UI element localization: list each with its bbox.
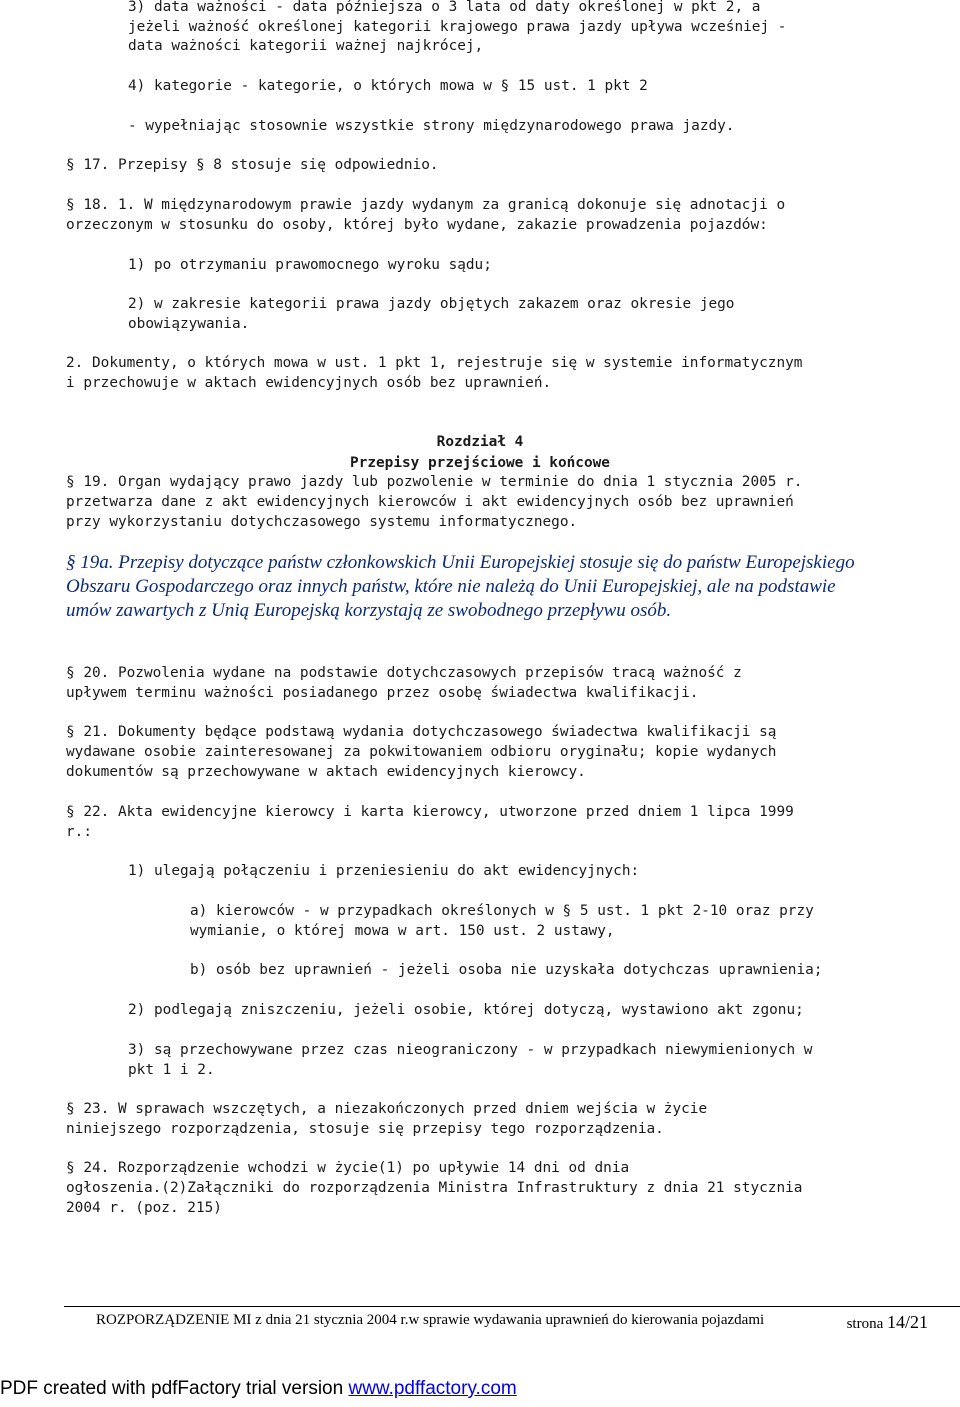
text-line: 4) kategorie - kategorie, o których mowa w § 15 ust. 1 pkt 2	[128, 78, 648, 94]
paragraph-18: § 18. 1. W międzynarodowym prawie jazdy wydanym za granicą dokonuje się adnotacji o	[66, 197, 786, 213]
text-line: orzeczonym w stosunku do osoby, której było wydane, zakazie prowadzenia pojazdów:	[66, 217, 768, 233]
text-line: umów zawartych z Unią Europejską korzystają ze swobodnego przepływu osób.	[66, 600, 672, 621]
paragraph-23: § 23. W sprawach wszczętych, a niezakończonych przed dniem wejścia w życie	[66, 1101, 708, 1117]
chapter-title: Przepisy przejściowe i końcowe	[350, 455, 610, 471]
text-line: 3) są przechowywane przez czas nieograniczony - w przypadkach niewymienionych w	[128, 1042, 813, 1058]
text-line: 3) data ważności - data późniejsza o 3 lata od daty określonej w pkt 2, a	[128, 0, 761, 15]
text-line: - wypełniając stosownie wszystkie strony międzynarodowego prawa jazdy.	[128, 118, 735, 134]
text-line: ogłoszenia.(2)Załączniki do rozporządzenia Ministra Infrastruktury z dnia 21 stycznia	[66, 1180, 803, 1196]
paragraph-20: § 20. Pozwolenia wydane na podstawie dotychczasowych przepisów tracą ważność z	[66, 665, 742, 681]
banner-text: PDF created with pdfFactory trial version	[0, 1378, 349, 1399]
text-line: upływem terminu ważności posiadanego przez osobę świadectwa kwalifikacji.	[66, 685, 699, 701]
text-line: wymianie, o której mowa w art. 150 ust. 2 ustawy,	[190, 923, 615, 939]
text-line: i przechowuje w aktach ewidencyjnych osób bez uprawnień.	[66, 375, 552, 391]
footer-title: ROZPORZĄDZENIE MI z dnia 21 stycznia 2004 r.w sprawie wydawania uprawnień do kierowania pojazdami	[96, 1312, 765, 1328]
text-line: przy wykorzystaniu dotychczasowego systemu informatycznego.	[66, 514, 578, 530]
text-line: r.:	[66, 824, 92, 840]
text-line: Obszaru Gospodarczego oraz innych państw, które nie należą do Unii Europejskiej, ale na podstawie	[66, 576, 836, 597]
text-line: wydawane osobie zainteresowanej za pokwitowaniem odbioru oryginału; kopie wydanych	[66, 744, 777, 760]
paragraph-21: § 21. Dokumenty będące podstawą wydania dotychczasowego świadectwa kwalifikacji są	[66, 724, 777, 740]
text-line: dokumentów są przechowywane w aktach ewidencyjnych kierowcy.	[66, 764, 586, 780]
footer-rule	[64, 1306, 960, 1307]
paragraph-17: § 17. Przepisy § 8 stosuje się odpowiednio.	[66, 157, 439, 173]
page-label: strona	[846, 1316, 884, 1332]
amendment-paragraph-19a	[66, 551, 946, 623]
page-number: 14/21	[886, 1312, 928, 1332]
text-line: 1) po otrzymaniu prawomocnego wyroku sądu;	[128, 257, 492, 273]
text-line: 2004 r. (poz. 215)	[66, 1200, 222, 1216]
text-line: data ważności kategorii ważnej najkrócej,	[128, 38, 484, 54]
text-line: pkt 1 i 2.	[128, 1062, 215, 1078]
text-line: 2. Dokumenty, o których mowa w ust. 1 pkt 1, rejestruje się w systemie informatycznym	[66, 355, 803, 371]
text-line: 1) ulegają połączeniu i przeniesieniu do akt ewidencyjnych:	[128, 863, 640, 879]
text-line: jeżeli ważność określonej kategorii krajowego prawa jazdy upływa wcześniej -	[128, 19, 787, 35]
text-line: b) osób bez uprawnień - jeżeli osoba nie uzyskała dotychczas uprawnienia;	[190, 962, 823, 978]
paragraph-19: § 19. Organ wydający prawo jazdy lub pozwolenie w terminie do dnia 1 stycznia 2005 r.	[66, 474, 803, 490]
text-line: 2) w zakresie kategorii prawa jazdy objętych zakazem oraz okresie jego	[128, 296, 735, 312]
text-line: niniejszego rozporządzenia, stosuje się przepisy tego rozporządzenia.	[66, 1121, 664, 1137]
pdf-creator-banner	[0, 1378, 517, 1400]
pdffactory-link[interactable]: www.pdffactory.com	[348, 1378, 517, 1399]
text-line: 2) podlegają zniszczeniu, jeżeli osobie, której dotyczą, wystawiono akt zgonu;	[128, 1002, 804, 1018]
paragraph-22: § 22. Akta ewidencyjne kierowcy i karta kierowcy, utworzone przed dniem 1 lipca 1999	[66, 804, 794, 820]
text-line: obowiązywania.	[128, 316, 250, 332]
paragraph-24: § 24. Rozporządzenie wchodzi w życie(1) po upływie 14 dni od dnia	[66, 1160, 630, 1176]
text-line: § 19a. Przepisy dotyczące państw członkowskich Unii Europejskiej stosuje się do państw Europejskiego	[66, 552, 855, 573]
text-line: przetwarza dane z akt ewidencyjnych kierowców i akt ewidencyjnych osób bez uprawnień	[66, 494, 794, 510]
text-line: a) kierowców - w przypadkach określonych w § 5 ust. 1 pkt 2-10 oraz przy	[190, 903, 814, 919]
page-indicator	[847, 1312, 928, 1333]
chapter-number: Rozdział 4	[436, 434, 524, 450]
